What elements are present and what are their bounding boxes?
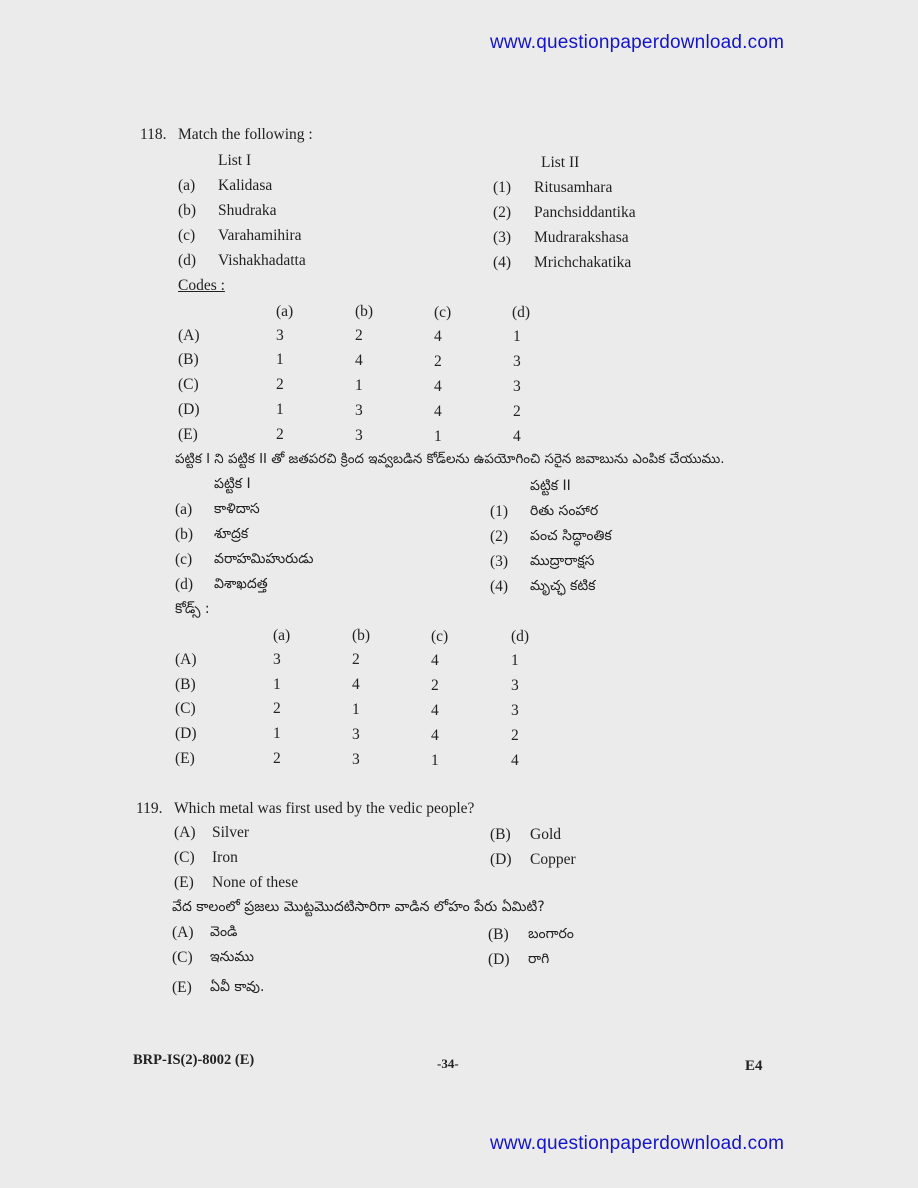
code-value: 3: [273, 651, 281, 668]
list2-key: (3): [493, 229, 512, 246]
question-118-number: 118.: [140, 126, 167, 143]
option-key: (E): [174, 874, 194, 891]
code-header: (a): [273, 627, 291, 644]
telugu-list1-item: విశాఖదత్త: [214, 576, 268, 592]
list1-item: Shudraka: [218, 202, 277, 219]
code-value: 3: [355, 427, 363, 444]
code-value: 1: [355, 377, 363, 394]
code-value: 2: [511, 727, 519, 744]
code-value: 2: [273, 750, 281, 767]
telugu-question-119-stem: వేద కాలంలో ప్రజలు మొట్టమొదటిసారిగా వాడిన లోహం పేరు ఏమిటి?: [172, 899, 545, 915]
code-option: (D): [178, 401, 200, 418]
code-header: (d): [512, 304, 531, 321]
list1-key: (c): [178, 227, 196, 244]
watermark-bottom-link[interactable]: www.questionpaperdownload.com: [490, 1133, 785, 1154]
telugu-option-key: (B): [488, 926, 509, 943]
code-option: (B): [178, 351, 199, 368]
telugu-option-text: రాగి: [528, 951, 550, 967]
option-key: (D): [490, 851, 512, 868]
telugu-list1-title: పట్టిక I: [214, 476, 251, 492]
code-value: 2: [431, 677, 439, 694]
list2-title: List II: [541, 154, 580, 171]
code-value: 3: [352, 726, 360, 743]
code-value: 3: [513, 378, 521, 395]
list2-item: Ritusamhara: [534, 179, 613, 196]
telugu-list2-key: (1): [490, 503, 509, 520]
code-value: 4: [355, 352, 363, 369]
list1-item: Kalidasa: [218, 177, 273, 194]
code-value: 3: [276, 327, 284, 344]
code-value: 4: [511, 752, 519, 769]
code-value: 4: [352, 676, 360, 693]
code-option: (C): [175, 700, 196, 717]
telugu-list2-item: ముద్రారాక్షస: [530, 553, 595, 569]
telugu-option-text: బంగారం: [528, 926, 574, 942]
list2-item: Mrichchakatika: [534, 254, 632, 271]
code-option: (B): [175, 676, 196, 693]
telugu-list1-key: (d): [175, 576, 194, 593]
code-header: (c): [434, 304, 452, 321]
list1-item: Vishakhadatta: [218, 252, 306, 269]
footer-paper-code: BRP-IS(2)-8002 (E): [133, 1052, 255, 1068]
code-value: 4: [434, 403, 442, 420]
code-value: 1: [434, 428, 442, 445]
telugu-list2-item: రితు సంహార: [530, 503, 599, 519]
list2-item: Mudrarakshasa: [534, 229, 629, 246]
list1-title: List I: [218, 152, 252, 169]
watermark-top-link[interactable]: www.questionpaperdownload.com: [490, 32, 785, 53]
code-header: (b): [355, 303, 374, 320]
question-118-stem: Match the following :: [178, 126, 313, 143]
telugu-list2-key: (2): [490, 528, 509, 545]
telugu-option-key: (A): [172, 924, 194, 941]
code-value: 3: [352, 751, 360, 768]
telugu-option-text: వెండి: [210, 924, 238, 940]
code-value: 1: [273, 725, 281, 742]
question-119-number: 119.: [136, 800, 163, 817]
telugu-option-key: (C): [172, 949, 193, 966]
code-value: 1: [276, 351, 284, 368]
telugu-list2-title: పట్టిక II: [530, 478, 571, 494]
footer-page-number: -34-: [437, 1056, 459, 1071]
telugu-list1-key: (c): [175, 551, 193, 568]
question-119-stem: Which metal was first used by the vedic people?: [174, 800, 475, 817]
code-value: 1: [513, 328, 521, 345]
telugu-list2-key: (4): [490, 578, 509, 595]
code-header: (b): [352, 627, 371, 644]
option-key: (C): [174, 849, 195, 866]
footer-set-code: E4: [745, 1058, 763, 1074]
telugu-option-text: ఏవీ కావు.: [210, 979, 265, 995]
option-key: (B): [490, 826, 511, 843]
telugu-option-key: (D): [488, 951, 510, 968]
list2-key: (2): [493, 204, 512, 221]
list1-key: (a): [178, 177, 196, 194]
code-header: (d): [511, 628, 530, 645]
telugu-list1-item: శూద్రక: [214, 526, 249, 542]
list2-key: (4): [493, 254, 512, 271]
code-value: 1: [276, 401, 284, 418]
code-value: 1: [273, 676, 281, 693]
option-text: Iron: [212, 849, 238, 866]
code-value: 3: [355, 402, 363, 419]
code-value: 2: [355, 327, 363, 344]
code-value: 4: [431, 702, 439, 719]
option-text: None of these: [212, 874, 299, 891]
list1-item: Varahamihira: [218, 227, 302, 244]
code-value: 2: [434, 353, 442, 370]
telugu-list1-item: కాళిదాస: [214, 501, 260, 517]
code-option: (E): [178, 426, 198, 443]
code-option: (E): [175, 750, 195, 767]
code-header: (a): [276, 303, 294, 320]
option-text: Gold: [530, 826, 561, 843]
list2-item: Panchsiddantika: [534, 204, 636, 221]
code-value: 1: [511, 652, 519, 669]
telugu-list1-key: (b): [175, 526, 194, 543]
list1-key: (b): [178, 202, 197, 219]
code-option: (C): [178, 376, 199, 393]
code-option: (D): [175, 725, 197, 742]
code-value: 1: [431, 752, 439, 769]
code-value: 4: [434, 378, 442, 395]
code-value: 2: [513, 403, 521, 420]
telugu-instruction: పట్టిక I ని పట్టిక II తో జతపరచి క్రింద ఇవ్వబడిన కోడ్‌లను ఉపయోగించి సరైన జవాబును ఎంపిక చేయుము.: [175, 452, 725, 467]
telugu-list2-item: మృచ్ఛ కటిక: [530, 578, 596, 594]
telugu-list1-item: వరాహమిహురుడు: [214, 551, 314, 567]
telugu-option-key: (E): [172, 979, 192, 996]
code-value: 2: [276, 376, 284, 393]
code-value: 1: [352, 701, 360, 718]
option-text: Copper: [530, 851, 576, 868]
list2-key: (1): [493, 179, 512, 196]
code-value: 2: [276, 426, 284, 443]
code-value: 4: [434, 328, 442, 345]
code-option: (A): [175, 651, 197, 668]
code-value: 2: [352, 651, 360, 668]
code-value: 2: [273, 700, 281, 717]
telugu-list2-key: (3): [490, 553, 509, 570]
code-value: 4: [431, 727, 439, 744]
telugu-option-text: ఇనుము: [210, 949, 254, 965]
code-value: 3: [511, 702, 519, 719]
code-value: 3: [511, 677, 519, 694]
code-value: 3: [513, 353, 521, 370]
code-option: (A): [178, 327, 200, 344]
code-header: (c): [431, 628, 449, 645]
code-value: 4: [513, 428, 521, 445]
telugu-codes-label: కోడ్స్ :: [175, 601, 210, 617]
telugu-list1-key: (a): [175, 501, 193, 518]
telugu-list2-item: పంచ సిద్ధాంతిక: [530, 528, 612, 544]
option-text: Silver: [212, 824, 250, 841]
option-key: (A): [174, 824, 196, 841]
list1-key: (d): [178, 252, 197, 269]
code-value: 4: [431, 652, 439, 669]
codes-label: Codes :: [178, 277, 225, 294]
